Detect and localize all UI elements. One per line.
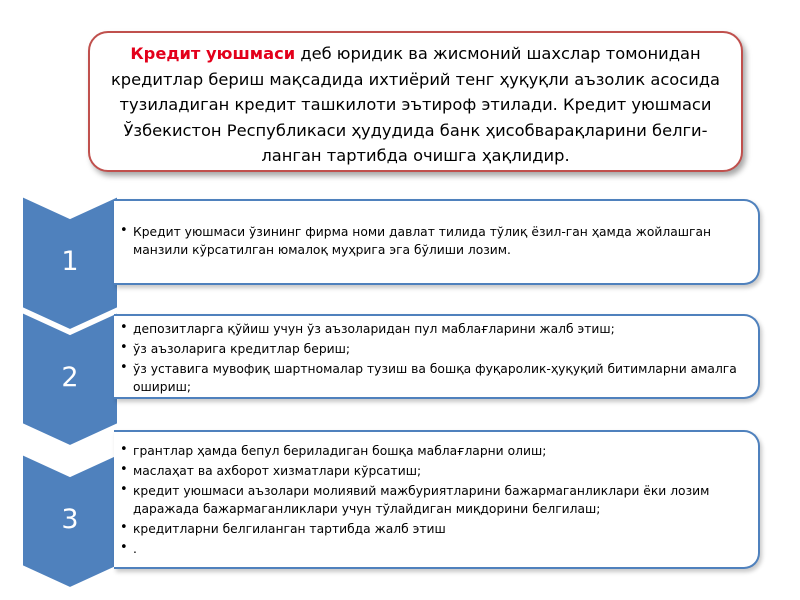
- definition-text: деб юридик ва жисмоний шахслар томонидан кредитлар бериш мақсадида ихтиёрий тенг ҳуқуқли аъзолик асосида тузиладиган кредит ташкилоти эътироф этилади. Кредит уюшмаси Ўзбекистон Республикаси ҳудудида банк ҳисобварақларини белги-ланган тартибда очишга ҳақлидир.: [110, 44, 721, 165]
- step-2-item: [120, 360, 744, 396]
- step-item-text: кредит уюшмаси аъзолари молиявий мажбуриятларини бажармаганликлари ёки лозим даражада бажармаганликлари учун тўлайдиган миқдорини белгилаш;: [133, 484, 710, 516]
- step-3-item: [120, 442, 744, 460]
- bullet-icon: •: [120, 462, 128, 477]
- step-1-list: [120, 223, 744, 259]
- step-item-text: ўз аъзоларига кредитлар бериш;: [133, 342, 351, 356]
- step-3-chevron: [22, 454, 118, 588]
- bullet-icon: •: [120, 320, 128, 335]
- bullet-icon: •: [120, 340, 128, 355]
- step-1-number: 1: [61, 246, 79, 277]
- definition-box: [88, 31, 743, 172]
- step-2-item: [120, 320, 744, 338]
- bullet-icon: •: [120, 223, 128, 238]
- step-item-text: маслаҳат ва ахборот хизматлари кўрсатиш;: [133, 464, 422, 478]
- step-1-item: [120, 223, 744, 259]
- step-3-number: 3: [61, 504, 79, 535]
- step-3-item: [120, 462, 744, 480]
- bullet-icon: •: [120, 360, 128, 375]
- step-2-number: 2: [61, 362, 79, 393]
- definition-term: Кредит уюшмаси: [130, 44, 296, 63]
- step-item-text: Кредит уюшмаси ўзининг фирма номи давлат тилида тўлиқ ёзил-ган ҳамда жойлашган манзили кўрсатилган юмалоқ муҳрига эга бўлиши лозим.: [133, 225, 712, 257]
- bullet-icon: •: [120, 442, 128, 457]
- step-3-item: [120, 482, 744, 518]
- step-item-text: ўз уставига мувофиқ шартномалар тузиш ва бошқа фуқаролик-ҳуқуқий битимларни амалга ошириш;: [133, 362, 737, 394]
- step-3-item: [120, 520, 744, 538]
- step-3-list: [120, 442, 744, 558]
- step-item-text: кредитларни белгиланган тартибда жалб этиш: [133, 522, 446, 536]
- step-3-box: [114, 430, 760, 569]
- step-1-box: [114, 199, 760, 285]
- step-item-text: грантлар ҳамда бепул бериладиган бошқа маблағларни олиш;: [133, 444, 547, 458]
- step-2-chevron: [22, 312, 118, 446]
- step-item-text: .: [133, 542, 137, 556]
- bullet-icon: •: [120, 540, 128, 555]
- step-2-box: [114, 314, 760, 399]
- step-2-item: [120, 340, 744, 358]
- step-1-chevron: [22, 196, 118, 330]
- step-2-list: [120, 320, 744, 396]
- step-item-text: депозитларга қўйиш учун ўз аъзоларидан пул маблағларини жалб этиш;: [133, 322, 615, 336]
- bullet-icon: •: [120, 482, 128, 497]
- bullet-icon: •: [120, 520, 128, 535]
- step-3-item: [120, 540, 744, 558]
